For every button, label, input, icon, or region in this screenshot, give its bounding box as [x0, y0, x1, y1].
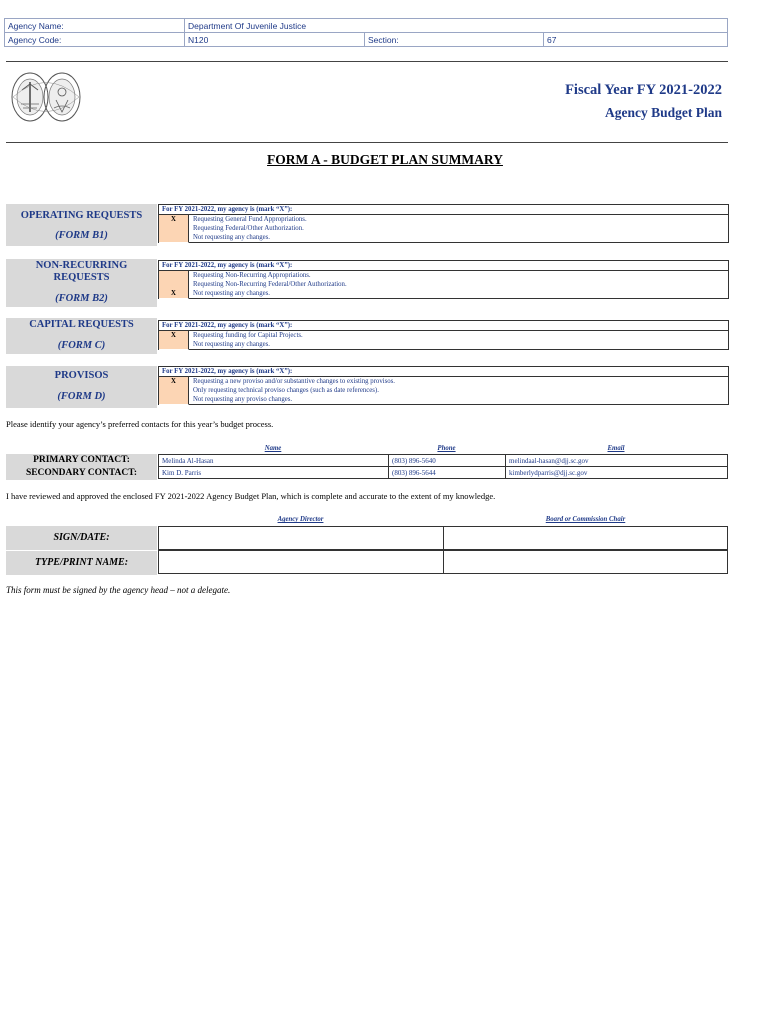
- option-text: Requesting Non-Recurring Federal/Other Authorization.: [193, 281, 347, 288]
- section-form-ref: (FORM B1): [55, 230, 108, 241]
- agency-code-label: Agency Code:: [5, 33, 185, 47]
- option-mark-cell[interactable]: X: [159, 331, 189, 341]
- capital-requests-options: [158, 320, 729, 350]
- option-row: [159, 271, 728, 280]
- section-name: PROVISOS: [54, 370, 109, 381]
- option-mark-cell[interactable]: X: [159, 215, 189, 225]
- operating-requests-options: [158, 204, 729, 243]
- agency-name-value: Department Of Juvenile Justice: [185, 19, 728, 33]
- provisos-label: [6, 366, 157, 408]
- agency-name-label: Agency Name:: [5, 19, 185, 33]
- option-text: Not requesting any changes.: [193, 290, 271, 297]
- non-recurring-requests-options: [158, 260, 729, 299]
- board-sign-date-field[interactable]: [443, 526, 728, 550]
- option-row: [159, 331, 728, 340]
- section-name: NON-RECURRING REQUESTS: [35, 260, 128, 283]
- primary-contact-label: PRIMARY CONTACT:: [6, 454, 157, 467]
- header-bottom-rule: [6, 142, 728, 143]
- director-print-name-field[interactable]: [158, 550, 444, 574]
- contact-email-header: Email: [607, 445, 625, 452]
- option-row: [159, 386, 728, 395]
- option-row: [159, 280, 728, 289]
- agency-info-table: [4, 18, 728, 47]
- option-mark-cell[interactable]: [159, 233, 189, 243]
- form-title: FORM A - BUDGET PLAN SUMMARY: [267, 152, 503, 167]
- signature-note: This form must be signed by the agency head – not a delegate.: [6, 585, 231, 595]
- type-print-name-label: TYPE/PRINT NAME:: [6, 551, 157, 575]
- option-row: [159, 340, 728, 349]
- section-form-ref: (FORM D): [57, 391, 106, 402]
- director-sign-date-field[interactable]: [158, 526, 444, 550]
- option-mark-cell[interactable]: [159, 340, 189, 350]
- option-row: [159, 215, 728, 224]
- option-text: Requesting funding for Capital Projects.: [193, 332, 303, 339]
- option-row: [159, 377, 728, 386]
- option-row: [159, 289, 728, 298]
- plan-title: Agency Budget Plan: [604, 105, 722, 120]
- section-question: For FY 2021-2022, my agency is (mark “X”):: [159, 321, 728, 331]
- fiscal-year-title: Fiscal Year FY 2021-2022: [565, 82, 722, 98]
- option-text: Requesting General Fund Appropriations.: [193, 216, 307, 223]
- section-name: OPERATING REQUESTS: [20, 210, 143, 221]
- section-name: CAPITAL REQUESTS: [29, 319, 134, 330]
- option-text: Only requesting technical proviso changes (such as date references).: [193, 387, 379, 394]
- section-question: For FY 2021-2022, my agency is (mark “X”):: [159, 261, 728, 271]
- option-text: Requesting a new proviso and/or substantive changes to existing provisos.: [193, 378, 395, 385]
- board-print-name-field[interactable]: [443, 550, 728, 574]
- primary-contact-email[interactable]: melindaal-hasan@djj.sc.gov: [505, 454, 728, 467]
- non-recurring-requests-label: [6, 259, 157, 307]
- option-row: [159, 233, 728, 242]
- option-text: Not requesting any proviso changes.: [193, 396, 293, 403]
- section-question: For FY 2021-2022, my agency is (mark “X”):: [159, 367, 728, 377]
- option-row: [159, 395, 728, 404]
- section-question: For FY 2021-2022, my agency is (mark “X”):: [159, 205, 728, 215]
- contact-name-header: Name: [264, 445, 282, 452]
- option-row: [159, 224, 728, 233]
- header-top-rule: [6, 61, 728, 62]
- section-label: Section:: [365, 33, 544, 47]
- section-value: 67: [544, 33, 728, 47]
- secondary-contact-label: SECONDARY CONTACT:: [6, 467, 157, 480]
- secondary-contact-name[interactable]: Kim D. Parris: [158, 466, 389, 479]
- board-chair-header: Board or Commission Chair: [545, 516, 626, 523]
- option-text: Requesting Non-Recurring Appropriations.: [193, 272, 311, 279]
- primary-contact-phone[interactable]: (803) 896-5640: [388, 454, 506, 467]
- provisos-options: [158, 366, 729, 405]
- operating-requests-label: [6, 204, 157, 246]
- agency-director-header: Agency Director: [277, 516, 324, 523]
- option-mark-cell[interactable]: X: [159, 289, 189, 299]
- capital-requests-label: [6, 318, 157, 354]
- section-form-ref: (FORM C): [57, 340, 106, 351]
- sign-date-label: SIGN/DATE:: [6, 526, 157, 550]
- contact-phone-header: Phone: [437, 445, 456, 452]
- option-mark-cell[interactable]: X: [159, 377, 189, 387]
- state-seal-icon: [10, 64, 82, 130]
- option-text: Requesting Federal/Other Authorization.: [193, 225, 304, 232]
- section-form-ref: (FORM B2): [55, 293, 108, 304]
- secondary-contact-phone[interactable]: (803) 896-5644: [388, 466, 506, 479]
- secondary-contact-email[interactable]: kimberlydparris@djj.sc.gov: [505, 466, 728, 479]
- option-text: Not requesting any changes.: [193, 341, 271, 348]
- primary-contact-name[interactable]: Melinda Al-Hasan: [158, 454, 389, 467]
- agency-code-value: N120: [185, 33, 365, 47]
- approval-statement: I have reviewed and approved the enclosed FY 2021-2022 Agency Budget Plan, which is complete and accurate to the extent of my knowledge.: [6, 491, 496, 501]
- contacts-intro: Please identify your agency’s preferred contacts for this year’s budget process.: [6, 419, 274, 429]
- option-text: Not requesting any changes.: [193, 234, 271, 241]
- option-mark-cell[interactable]: [159, 395, 189, 405]
